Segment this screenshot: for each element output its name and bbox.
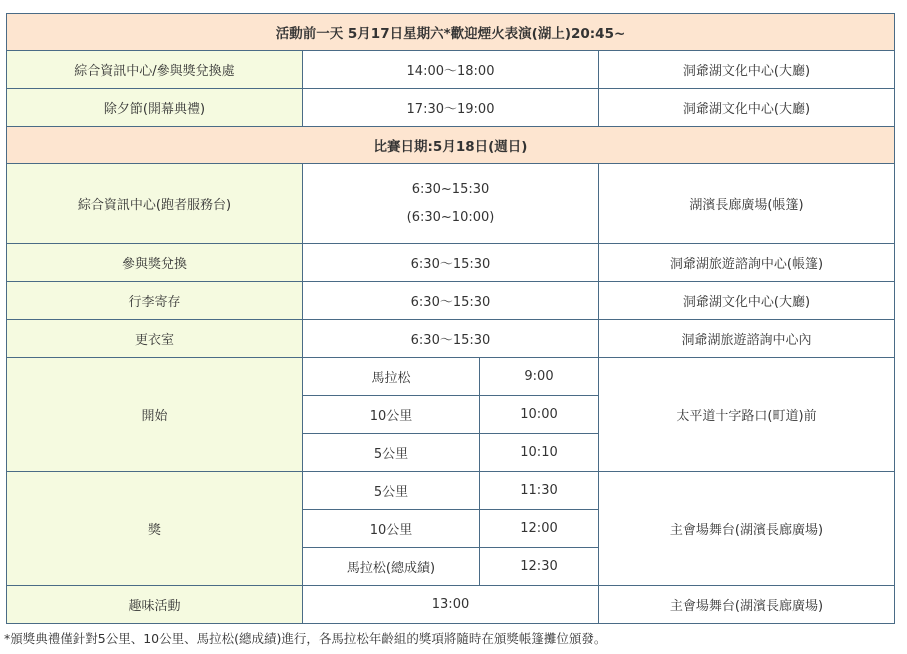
row-place: 洞爺湖旅遊諮詢中心(帳篷) [599,244,895,282]
start-place: 太平道十字路口(町道)前 [599,358,895,472]
event-time: 12:30 [480,548,599,586]
table-row [7,586,895,624]
day-before-header-row [7,14,895,51]
awards-label: 獎 [7,472,303,586]
table-row [7,51,895,89]
row-time: 17:30～19:00 [303,89,599,127]
row-time [303,164,599,244]
row-place: 洞爺湖文化中心(大廳) [599,89,895,127]
event-name: 10公里 [303,510,480,548]
event-name: 馬拉松 [303,358,480,396]
table-row [7,282,895,320]
event-name: 馬拉松(總成績) [303,548,480,586]
event-time: 12:00 [480,510,599,548]
row-time: 6:30～15:30 [303,282,599,320]
row-label: 綜合資訊中心/參與獎兌換處 [7,51,303,89]
table-row [7,472,895,510]
row-time: 6:30～15:30 [303,244,599,282]
row-label: 行李寄存 [7,282,303,320]
race-day-header-row [7,127,895,164]
time-sub: (6:30~10:00) [406,209,495,225]
event-time: 11:30 [480,472,599,510]
footnote: *頒獎典禮僅針對5公里、10公里、馬拉松(總成績)進行，各馬拉松年齡組的獎項將隨時在頒獎帳篷攤位頒發。 [4,631,607,646]
row-time: 13:00 [303,586,599,624]
row-label: 除夕節(開幕典禮) [7,89,303,127]
start-label: 開始 [7,358,303,472]
event-time: 10:10 [480,434,599,472]
row-label: 參與獎兌換 [7,244,303,282]
row-place: 洞爺湖文化中心(大廳) [599,282,895,320]
event-name: 5公里 [303,472,480,510]
row-place: 主會場舞台(湖濱長廊廣場) [599,586,895,624]
table-row [7,164,895,244]
table-row [7,89,895,127]
table-row [7,244,895,282]
event-name: 5公里 [303,434,480,472]
row-place: 洞爺湖文化中心(大廳) [599,51,895,89]
schedule-table [6,13,895,624]
awards-place: 主會場舞台(湖濱長廊廣場) [599,472,895,586]
table-row [7,320,895,358]
row-label: 趣味活動 [7,586,303,624]
table-row [7,358,895,396]
race-day-header: 比賽日期:5月18日(週日) [7,127,895,164]
row-place: 洞爺湖旅遊諮詢中心內 [599,320,895,358]
time-main: 6:30~15:30 [411,181,490,197]
row-label: 更衣室 [7,320,303,358]
row-place: 湖濱長廊廣場(帳篷) [599,164,895,244]
row-time: 6:30～15:30 [303,320,599,358]
event-name: 10公里 [303,396,480,434]
event-time: 10:00 [480,396,599,434]
event-time: 9:00 [480,358,599,396]
row-time: 14:00～18:00 [303,51,599,89]
day-before-header: 活動前一天 5月17日星期六*歡迎煙火表演(湖上)20:45~ [7,14,895,51]
row-label: 綜合資訊中心(跑者服務台) [7,164,303,244]
